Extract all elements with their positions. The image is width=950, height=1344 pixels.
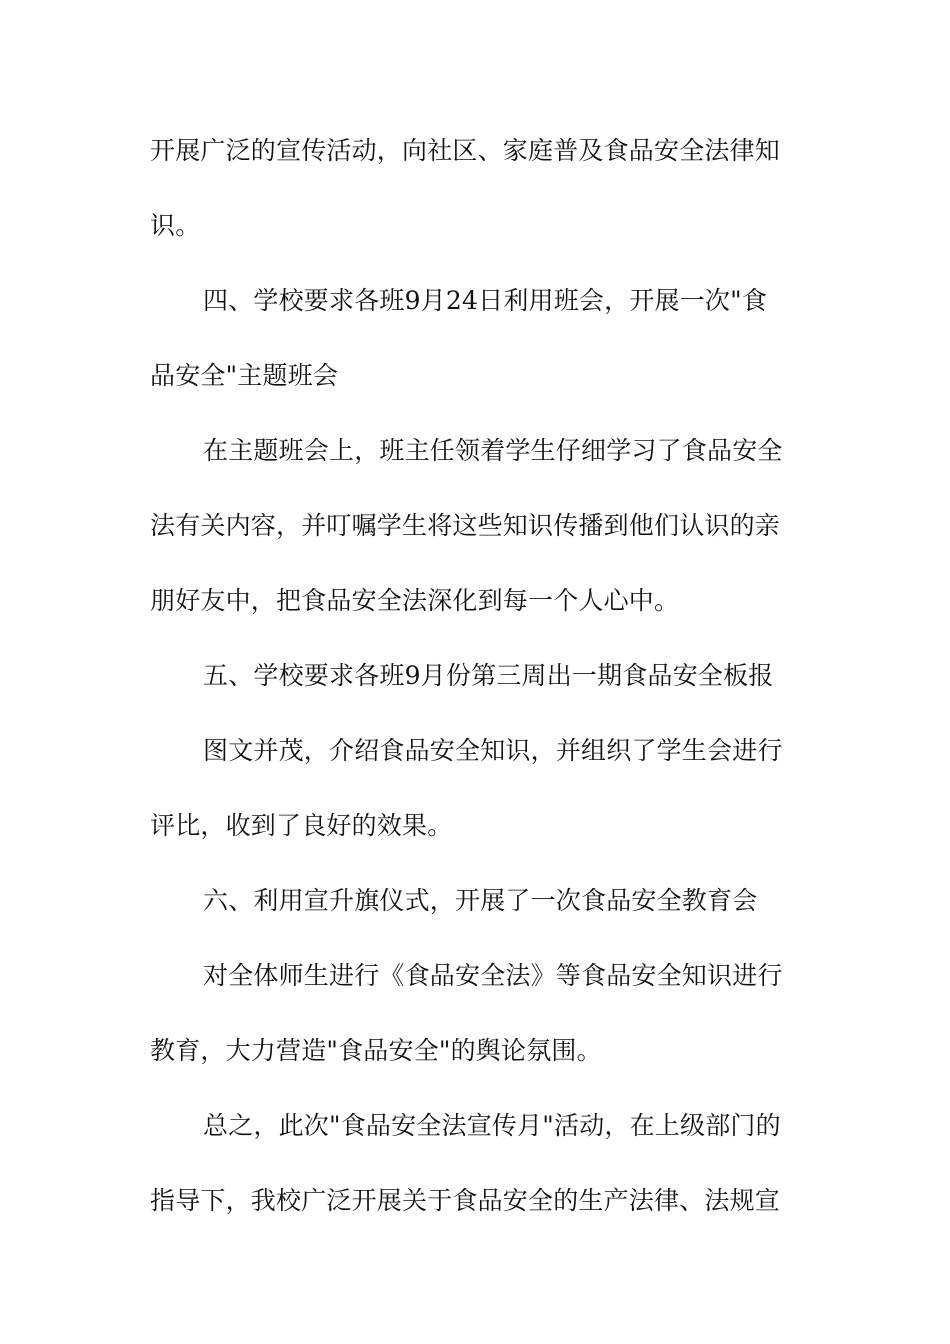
paragraph-line: 对全体师生进行《食品安全法》等食品安全知识进行 (203, 961, 783, 990)
section-heading-6: 六、利用宣升旗仪式，开展了一次食品安全教育会 (203, 886, 758, 915)
paragraph-line: 开展广泛的宣传活动，向社区、家庭普及食品安全法律知 (150, 136, 781, 165)
section-heading-4: 四、学校要求各班9月24日利用班会，开展一次"食 (203, 286, 768, 315)
paragraph-line: 评比，收到了良好的效果。 (150, 811, 453, 840)
paragraph-line: 识。 (150, 211, 201, 240)
paragraph-line: 指导下，我校广泛开展关于食品安全的生产法律、法规宣 (150, 1186, 781, 1215)
section-heading-4-cont: 品安全"主题班会 (150, 361, 339, 390)
paragraph-line: 法有关内容，并叮嘱学生将这些知识传播到他们认识的亲 (150, 511, 781, 540)
section-heading-5: 五、学校要求各班9月份第三周出一期食品安全板报 (203, 661, 774, 690)
paragraph-line: 总之，此次"食品安全法宣传月"活动，在上级部门的 (203, 1111, 781, 1140)
paragraph-line: 教育，大力营造"食品安全"的舆论氛围。 (150, 1036, 602, 1065)
paragraph-line: 在主题班会上，班主任领着学生仔细学习了食品安全 (203, 436, 783, 465)
paragraph-line: 图文并茂，介绍食品安全知识，并组织了学生会进行 (203, 736, 783, 765)
paragraph-line: 朋好友中，把食品安全法深化到每一个人心中。 (150, 586, 680, 615)
